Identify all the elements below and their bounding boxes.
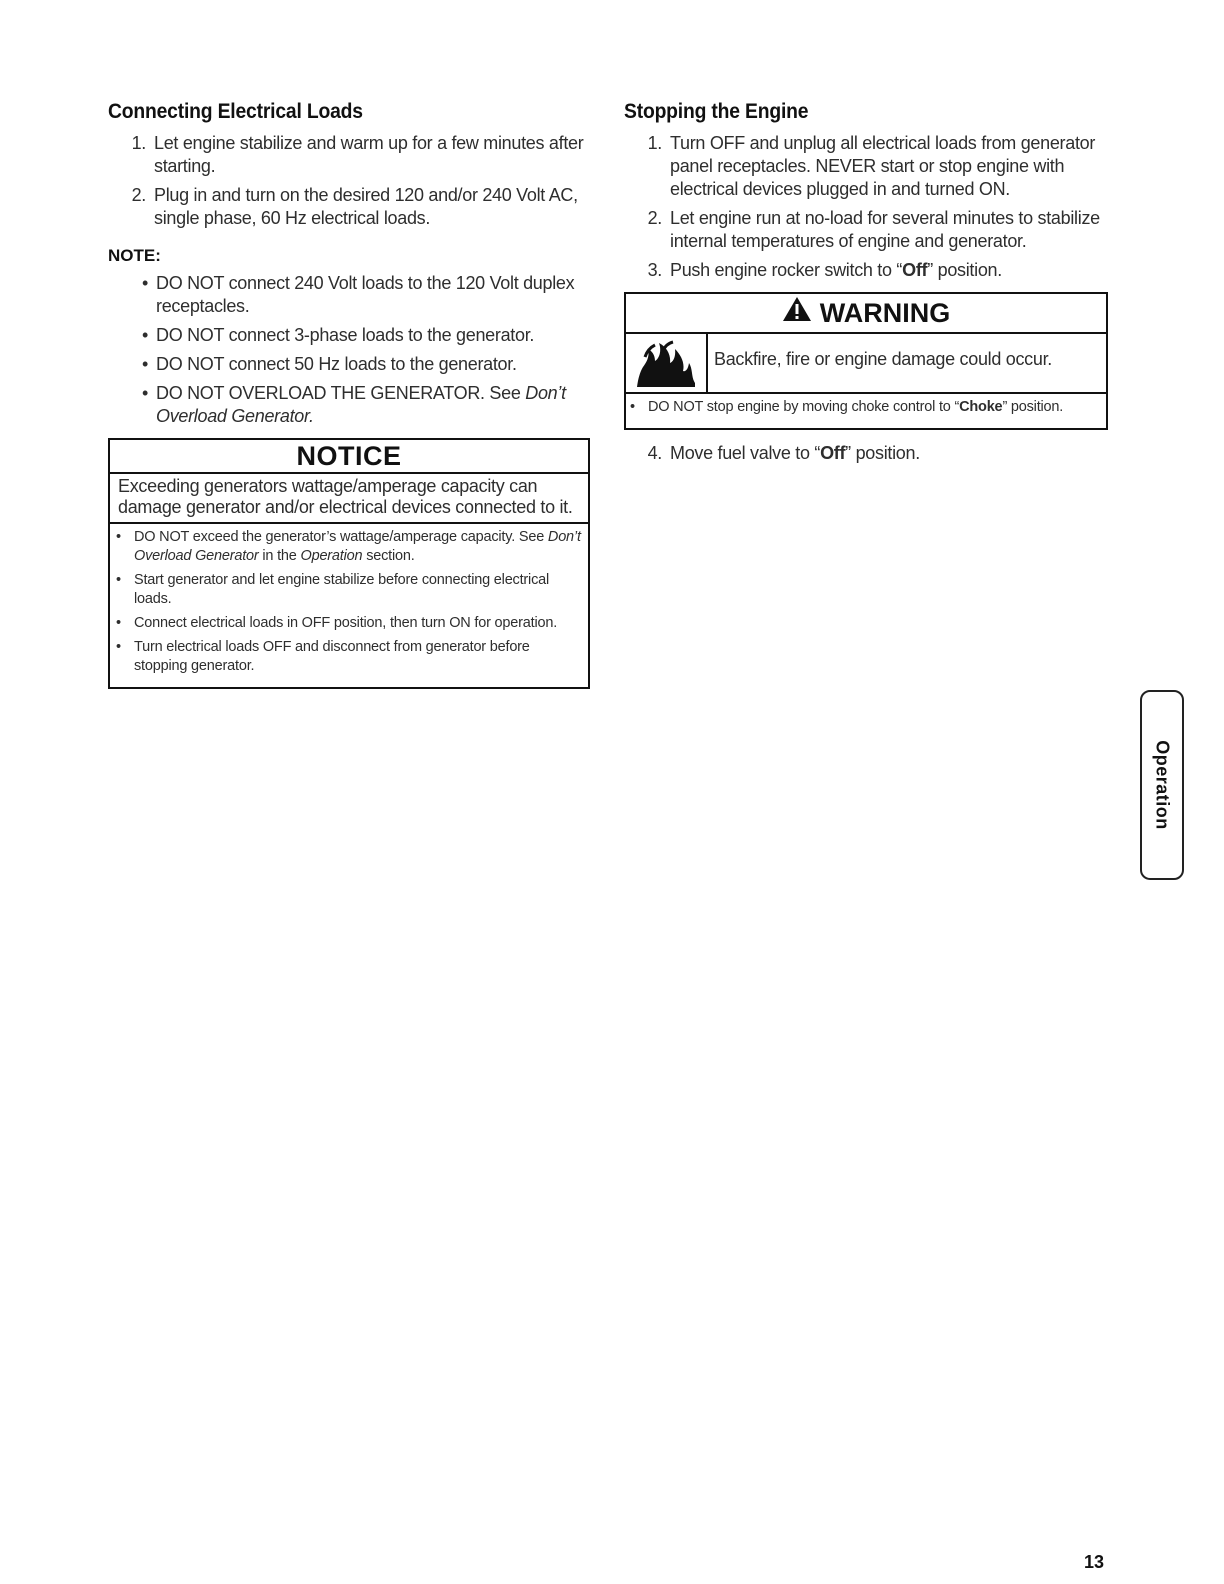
list-item [624, 259, 1108, 282]
warning-text-plain: ” position. [1002, 399, 1064, 415]
notice-title: NOTICE [110, 440, 588, 474]
step-text-plain: Move fuel valve to “ [670, 443, 821, 463]
list-item [116, 528, 582, 566]
step-text-plain: ” position. [927, 260, 1002, 280]
note-text: DO NOT connect 240 Volt loads to the 120 Volt duplex receptacles. [156, 273, 575, 316]
stopping-engine-heading: Stopping the Engine [624, 100, 809, 123]
step-text: Let engine stabilize and warm up for a few minutes after starting. [154, 133, 584, 176]
notice-text-plain: in the [258, 548, 301, 564]
list-item [116, 614, 582, 633]
section-tab-label: Operation [1152, 740, 1173, 830]
step-text [670, 442, 1108, 465]
list-item [624, 132, 1108, 201]
list-item [108, 353, 590, 376]
warning-header [626, 294, 1106, 334]
bullet-dot: • [116, 639, 121, 655]
step-text-bold: Off [820, 443, 846, 463]
step-text-bold: Off [902, 260, 928, 280]
note-text: DO NOT connect 50 Hz loads to the generator. [156, 354, 517, 374]
step-text-plain: ” position. [845, 443, 920, 463]
notice-items [110, 524, 588, 687]
step-text-plain: Push engine rocker switch to “ [670, 260, 903, 280]
list-item [108, 272, 590, 318]
list-item [108, 382, 590, 428]
step-number: 2. [647, 208, 662, 228]
list-item [624, 207, 1108, 253]
note-label: NOTE: [108, 246, 161, 265]
step-text: Turn OFF and unplug all electrical loads from generator panel receptacles. NEVER start or stop engine with electrical devices plugged in and turned ON. [670, 133, 1096, 199]
list-item [624, 442, 1108, 465]
notice-item-text: Connect electrical loads in OFF position, then turn ON for operation. [134, 615, 558, 631]
bullet-dot: • [141, 273, 148, 293]
bullet-dot: • [141, 383, 148, 403]
step-text: Let engine run at no-load for several minutes to stabilize internal temperatures of engine and generator. [670, 208, 1100, 251]
cross-reference: Don’t Overload Generator. [156, 383, 566, 426]
list-item [116, 571, 582, 609]
connecting-loads-heading: Connecting Electrical Loads [108, 100, 363, 123]
notice-text-plain: section. [362, 548, 415, 564]
bullet-dot: • [116, 529, 121, 545]
left-column [108, 100, 590, 689]
page-number: 13 [1084, 1552, 1105, 1572]
bullet-dot: • [630, 399, 635, 415]
notice-text-plain: DO NOT exceed the generator’s wattage/amperage capacity. See [134, 529, 548, 545]
step-text: Plug in and turn on the desired 120 and/or 240 Volt AC, single phase, 60 Hz electrical loads. [154, 185, 578, 228]
warning-text-bold: Choke [959, 399, 1003, 415]
warning-triangle-icon [782, 294, 812, 332]
bullet-dot: • [116, 615, 121, 631]
warning-title: WARNING [819, 298, 951, 328]
section-tab [1140, 690, 1184, 880]
list-item [108, 184, 590, 230]
step-number: 1. [131, 133, 146, 153]
warning-item-text [648, 398, 1102, 417]
bullet-dot: • [141, 325, 148, 345]
notice-subtitle: Exceeding generators wattage/amperage capacity can damage generator and/or electrical devices connected to it. [110, 474, 588, 524]
warning-box [624, 292, 1108, 430]
notice-item-text: Turn electrical loads OFF and disconnect from generator before stopping generator. [134, 639, 530, 674]
step-text [670, 259, 1108, 282]
note-text [156, 382, 590, 428]
notice-item-text: Start generator and let engine stabilize before connecting electrical loads. [134, 572, 550, 607]
cross-reference: Don’t Overload Generator [134, 529, 581, 564]
fire-hazard-icon [626, 334, 708, 392]
notice-box [108, 438, 590, 689]
cross-reference: Operation [300, 548, 363, 564]
right-column [624, 100, 1108, 471]
warning-message: Backfire, fire or engine damage could occur. [714, 349, 1052, 369]
notice-item-text [134, 528, 582, 566]
list-item [116, 638, 582, 676]
note-text-plain: DO NOT OVERLOAD THE GENERATOR. See [156, 383, 526, 403]
warning-hazard-row [626, 334, 1106, 394]
bullet-dot: • [141, 354, 148, 374]
list-item [108, 324, 590, 347]
list-item [108, 132, 590, 178]
warning-text-plain: DO NOT stop engine by moving choke control to “ [648, 399, 960, 415]
note-text: DO NOT connect 3-phase loads to the generator. [156, 325, 535, 345]
step-number: 1. [647, 133, 662, 153]
step-number: 2. [131, 185, 146, 205]
warning-items [626, 394, 1106, 428]
step-number: 3. [647, 260, 662, 280]
bullet-dot: • [116, 572, 121, 588]
step-number: 4. [647, 443, 662, 463]
list-item [630, 398, 1102, 417]
